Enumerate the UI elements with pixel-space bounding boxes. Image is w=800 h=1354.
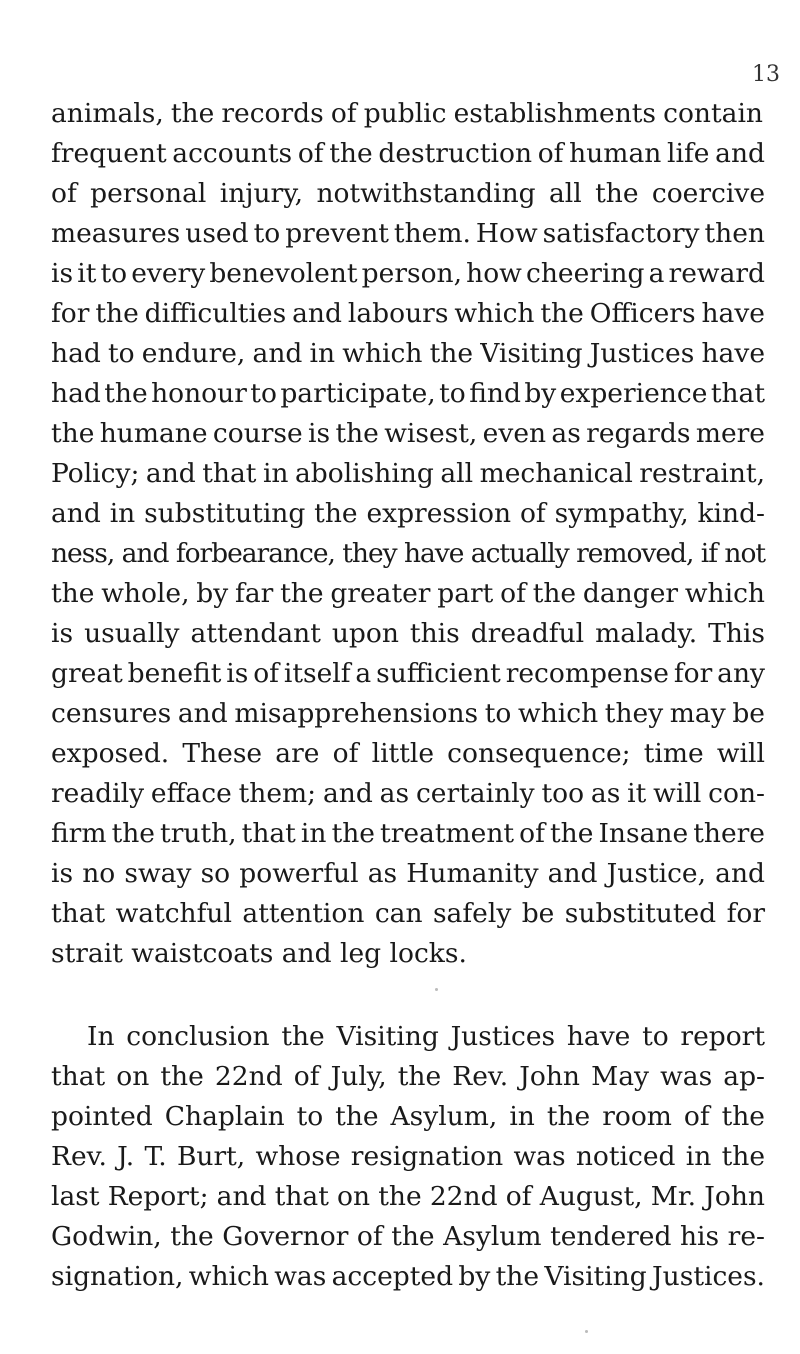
text-line: is no sway so powerful as Humanity and Justice, and — [51, 858, 765, 889]
text-line: readily efface them; and as certainly too as it will con- — [51, 778, 765, 809]
text-line: frequent accounts of the destruction of human life and — [51, 138, 765, 169]
text-line: had the honour to participate, to find by experience that — [51, 378, 765, 409]
page-number: 13 — [752, 62, 780, 87]
text-line: signation, which was accepted by the Visiting Justices. — [51, 1261, 765, 1292]
text-line: Policy; and that in abolishing all mechanical restraint, — [51, 458, 765, 489]
text-line: censures and misapprehensions to which they may be — [51, 698, 765, 729]
text-line: Godwin, the Governor of the Asylum tendered his re- — [51, 1221, 765, 1252]
paper-speck — [585, 1330, 588, 1333]
text-line: In conclusion the Visiting Justices have to report — [87, 1021, 765, 1052]
text-line: ness, and forbearance, they have actually removed, if not — [51, 538, 766, 569]
text-line: last Report; and that on the 22nd of August, Mr. John — [51, 1181, 765, 1212]
text-line: for the difficulties and labours which the Officers have — [51, 298, 765, 329]
text-line: pointed Chaplain to the Asylum, in the room of the — [51, 1101, 765, 1132]
text-line: the whole, by far the greater part of the danger which — [51, 578, 765, 609]
text-line: Rev. J. T. Burt, whose resignation was noticed in the — [51, 1141, 765, 1172]
text-line: had to endure, and in which the Visiting Justices have — [51, 338, 765, 369]
text-line: of personal injury, notwithstanding all the coercive — [51, 178, 765, 209]
text-line: is usually attendant upon this dreadful malady. This — [51, 618, 765, 649]
text-line: and in substituting the expression of sympathy, kind- — [51, 498, 765, 529]
text-line: strait waistcoats and leg locks. — [51, 938, 467, 969]
text-line: firm the truth, that in the treatment of the Insane there — [51, 818, 765, 849]
text-line: that on the 22nd of July, the Rev. John May was ap- — [51, 1061, 765, 1092]
paper-speck — [435, 988, 438, 991]
text-line: that watchful attention can safely be substituted for — [51, 898, 765, 929]
text-line: the humane course is the wisest, even as regards mere — [51, 418, 765, 449]
text-line: is it to every benevolent person, how cheering a reward — [51, 258, 765, 289]
text-line: exposed. These are of little consequence; time will — [51, 738, 765, 769]
text-line: animals, the records of public establishments contain — [51, 98, 763, 129]
text-line: measures used to prevent them. How satisfactory then — [51, 218, 765, 249]
text-line: great benefit is of itself a sufficient recompense for any — [51, 658, 765, 689]
